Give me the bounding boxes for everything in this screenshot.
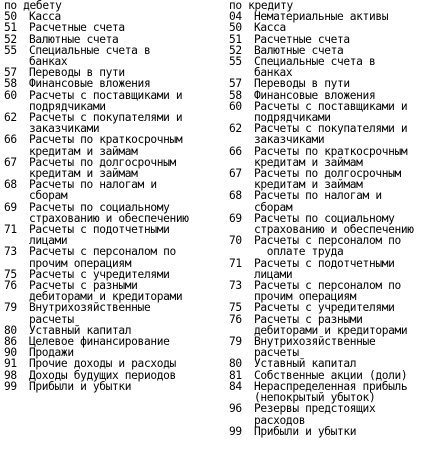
- account-code: 80: [229, 357, 242, 371]
- account-code: 70: [229, 234, 242, 248]
- account-entry: [4, 45, 214, 67]
- account-code: 69: [4, 200, 17, 214]
- debit-entries: [4, 11, 214, 392]
- account-name: Расчеты с покупателями и заказчиками: [29, 111, 183, 136]
- account-name: Расчеты с подотчетными лицами: [29, 223, 170, 248]
- account-code: 66: [4, 133, 17, 147]
- account-code: 76: [229, 312, 242, 326]
- account-code: 90: [4, 346, 17, 360]
- account-code: 75: [4, 267, 17, 281]
- account-code: 67: [4, 155, 17, 169]
- account-code: 62: [229, 122, 242, 136]
- account-entry: [229, 78, 422, 89]
- account-name: Расчеты с учредителями: [29, 267, 170, 281]
- account-entry: [4, 157, 214, 179]
- account-code: 69: [229, 211, 242, 225]
- account-name: Валютные счета: [254, 43, 344, 57]
- account-entry: [229, 168, 422, 190]
- account-name: Переводы в пути: [254, 77, 350, 91]
- account-code: 04: [229, 10, 242, 24]
- account-code: 51: [4, 21, 17, 35]
- account-code: 80: [4, 323, 17, 337]
- account-code: 68: [4, 178, 17, 192]
- account-name: Валютные счета: [29, 32, 119, 46]
- account-code: 99: [4, 379, 17, 393]
- account-name: Расчеты с разными дебиторами и кредиторами: [29, 279, 183, 304]
- account-code: 57: [4, 66, 17, 80]
- account-name: Специальные счета в банках: [29, 43, 151, 68]
- account-code: 75: [229, 301, 242, 315]
- account-entry: [4, 246, 214, 268]
- account-name: Целевое финансирование: [29, 335, 170, 349]
- account-name: Расчеты по краткосрочным кредитам и займам: [29, 133, 183, 158]
- account-code: 58: [4, 77, 17, 91]
- account-entry: [229, 22, 422, 33]
- debit-column: [4, 0, 214, 392]
- account-name: Продажи: [29, 346, 74, 360]
- account-entry: [229, 56, 422, 78]
- account-entry: [229, 258, 422, 280]
- account-code: 60: [229, 99, 242, 113]
- account-code: 98: [4, 368, 17, 382]
- account-entry: [229, 336, 422, 358]
- account-name: Расчеты по социальному страхованию и обеспечению: [254, 211, 414, 237]
- account-name: Уставный капитал: [254, 357, 357, 371]
- account-name: Финансовые вложения: [29, 77, 151, 91]
- account-entry: [4, 78, 214, 89]
- account-name: Расчеты с персоналом по прочим операциям: [29, 245, 176, 270]
- account-name: Прочие доходы и расходы: [29, 357, 176, 371]
- account-name: Прибыли и убытки: [254, 424, 357, 438]
- account-code: 50: [4, 10, 17, 24]
- account-code: 66: [229, 144, 242, 158]
- account-entry: [4, 381, 214, 392]
- account-code: 71: [4, 223, 17, 237]
- account-code: 52: [4, 32, 17, 46]
- account-entry: [229, 235, 422, 257]
- account-name: Переводы в пути: [29, 66, 125, 80]
- account-code: 57: [229, 77, 242, 91]
- account-entry: [229, 123, 422, 145]
- account-entry: [229, 381, 422, 403]
- account-code: 68: [229, 189, 242, 203]
- account-name: Внутрихозяйственные расчеты: [29, 301, 151, 326]
- account-name: Расчеты по налогам и сборам: [254, 189, 382, 214]
- account-code: 79: [229, 335, 242, 349]
- account-name: Резервы предстоящих расходов: [254, 402, 376, 427]
- account-entry: [229, 280, 422, 302]
- account-name: Расчетные счета: [29, 21, 125, 35]
- account-name: Финансовые вложения: [254, 88, 376, 102]
- account-entry: [229, 213, 422, 235]
- account-name: Расчеты с учредителями: [254, 301, 395, 315]
- account-entry: [229, 426, 422, 437]
- account-code: 58: [229, 88, 242, 102]
- account-code: 60: [4, 88, 17, 102]
- account-entry: [229, 190, 422, 212]
- account-name: Расчетные счета: [254, 32, 350, 46]
- account-name: Доходы будущих периодов: [29, 368, 176, 382]
- account-name: Расчеты с персоналом по прочим операциям: [254, 279, 401, 304]
- account-entry: [4, 358, 214, 369]
- account-entry: [229, 314, 422, 336]
- account-code: 73: [229, 279, 242, 293]
- debit-heading: по дебету: [4, 0, 62, 12]
- account-name: Внутрихозяйственные расчеты: [254, 335, 376, 360]
- account-name: Прибыли и убытки: [29, 379, 132, 393]
- credit-heading: по кредиту: [229, 0, 293, 12]
- account-entry: [4, 179, 214, 201]
- account-code: 76: [4, 279, 17, 293]
- account-code: 84: [229, 379, 242, 393]
- account-entry: [229, 302, 422, 313]
- account-entry: [229, 403, 422, 425]
- account-entry: [4, 280, 214, 302]
- account-name: Расчеты с разными дебиторами и кредиторами: [254, 312, 408, 337]
- account-code: 51: [229, 32, 242, 46]
- account-name: Расчеты по социальному страхованию и обеспечению: [29, 200, 189, 225]
- account-name: Нераспределенная прибыль (непокрытый убыток): [254, 379, 408, 405]
- account-entry: [4, 90, 214, 112]
- account-name: Расчеты с подотчетными лицами: [254, 256, 395, 281]
- account-entry: [4, 302, 214, 324]
- account-code: 91: [4, 357, 17, 371]
- account-entry: [229, 146, 422, 168]
- account-code: 55: [229, 55, 242, 68]
- account-entry: [4, 134, 214, 156]
- account-name: Расчеты по налогам и сборам: [29, 178, 157, 203]
- account-name: Касса: [29, 10, 61, 24]
- account-name: Нематериальные активы: [254, 10, 389, 24]
- account-code: 52: [229, 43, 242, 57]
- account-code: 73: [4, 245, 17, 259]
- account-code: 62: [4, 111, 17, 125]
- account-entry: [4, 22, 214, 33]
- account-name: Расчеты с поставщиками и подрядчиками: [254, 99, 408, 125]
- account-entry: [229, 101, 422, 123]
- account-name: Расчеты с поставщиками и подрядчиками: [29, 88, 183, 113]
- account-code: 79: [4, 301, 17, 315]
- account-name: Расчеты по долгосрочным кредитам и займам: [254, 167, 401, 192]
- account-entry: [4, 202, 214, 224]
- account-name: Специальные счета в банках: [254, 55, 376, 80]
- account-name: Расчеты с персоналом по оплате труда: [254, 234, 401, 259]
- account-name: Касса: [254, 21, 286, 35]
- account-entry: [4, 224, 214, 246]
- account-code: 67: [229, 167, 242, 181]
- account-code: 71: [229, 256, 242, 270]
- account-entry: [229, 358, 422, 369]
- account-code: 55: [4, 43, 17, 57]
- account-code: 99: [229, 424, 242, 438]
- account-code: 81: [229, 368, 242, 382]
- account-entry: [4, 112, 214, 134]
- account-name: Собственные акции (доли): [254, 368, 408, 382]
- account-name: Расчеты с покупателями и заказчиками: [254, 122, 408, 147]
- account-code: 50: [229, 21, 242, 35]
- account-code: 96: [229, 402, 242, 416]
- account-name: Уставный капитал: [29, 323, 132, 337]
- account-name: Расчеты по краткосрочным кредитам и займам: [254, 144, 408, 169]
- credit-column: [229, 0, 422, 437]
- account-code: 86: [4, 335, 17, 349]
- account-name: Расчеты по долгосрочным кредитам и займам: [29, 155, 176, 181]
- credit-entries: [229, 11, 422, 437]
